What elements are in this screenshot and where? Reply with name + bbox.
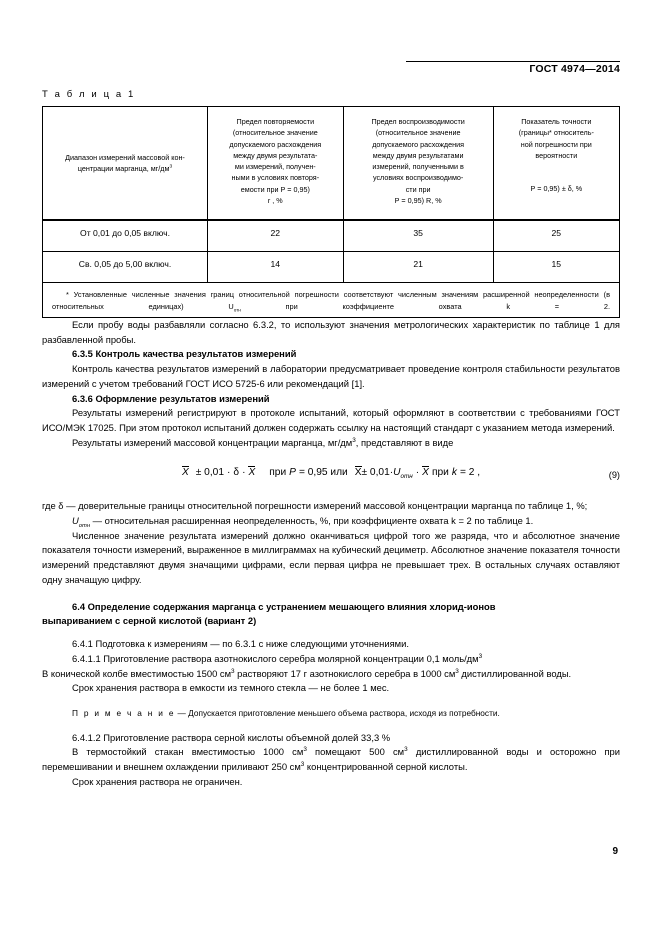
results-text-a: Результаты измерений массовой концентрации марганца, мг/дм: [72, 436, 353, 448]
paragraph-storage-1: Срок хранения раствора в емкости из темного стекла — не более 1 мес.: [72, 682, 390, 694]
formula-dot-2: ·: [242, 467, 246, 479]
heading-6-4-line-1: 6.4 Определение содержания марганца с устранением мешающего влияния хлорид-ионов: [72, 600, 496, 612]
formula-pri-1: при: [269, 467, 287, 479]
table-header-cell-repeatability: [208, 107, 344, 221]
paragraph-6-3-5: Контроль качества результатов измерений в лаборатории предусматривает проведение контроля стабильности результатов измерений с учетом требований ГОСТ ИСО 5725-6 или рекомендаций [1].: [42, 363, 620, 389]
formula-pm-2: ± 0,01: [361, 467, 390, 479]
table-row: [43, 220, 620, 252]
formula-block: [42, 458, 620, 492]
header-repro-line-7: сти при: [405, 184, 431, 194]
formula-pri-2: при: [431, 467, 449, 479]
footnote-subscript: отн: [233, 307, 241, 313]
table-row: [43, 252, 620, 283]
p6411-body-2: растворяют 17 г азотнокислого серебра в 1000 см: [234, 667, 456, 679]
p6412-body-3: дистиллированной воды и осторожно при перемешивании и внешнем охлаждении приливают 250 см: [42, 746, 621, 772]
header-repro-line-2: (относительное значение: [375, 128, 461, 138]
p6411-text-a: 6.4.1.1 Приготовление раствора азотнокислого серебра молярной концентрации 0,1 моль/дм: [72, 653, 479, 665]
formula-x-mean-4: X: [422, 467, 429, 479]
formula-dot-1: ·: [226, 467, 231, 479]
row2-r: 14: [270, 259, 281, 269]
header-rep-line-4: между двумя результата-: [233, 150, 318, 160]
header-repro-line-8: Р = 0,95) R, %: [394, 196, 442, 206]
paragraph-6-3-6-results: [42, 436, 620, 451]
header-rep-line-2: (относительное значение: [232, 128, 318, 138]
paragraph-storage-2: Срок хранения раствора не ограничен.: [72, 775, 243, 787]
footnote-text-before: Установленные численные значения границ относительной погрешности соответствуют численным значениям расширенной неопределенности (в относительных единицах) U: [52, 290, 610, 311]
note-label: П р и м е ч а н и е: [72, 708, 176, 719]
formula-P: P: [289, 467, 296, 479]
table-caption: Т а б л и ц а 1: [42, 89, 136, 100]
table-cell-delta: [493, 252, 619, 283]
definition-u-text: — относительная расширенная неопределенность, %, при коэффициенте охвата k = 2 по таблице 1.: [90, 515, 534, 527]
document-body: [42, 318, 620, 789]
note-text: — Допускается приготовление меньшего объема раствора, исходя из потребности.: [175, 708, 500, 719]
table-cell-range: [43, 252, 208, 283]
heading-6-3-5: 6.3.5 Контроль качества результатов измерений: [72, 348, 297, 360]
paragraph-6-4-1-2-body: [42, 745, 620, 774]
header-rep-line-5: ми измерений, получен-: [234, 162, 316, 172]
table-header-cell-accuracy: [493, 107, 619, 221]
header-rep-line-6: ными в условиях повторя-: [231, 173, 320, 183]
header-rep-line-8: r , %: [267, 196, 283, 206]
header-repro-line-1: Предел воспроизводимости: [371, 117, 465, 126]
results-text-b: , представляют в виде: [355, 436, 454, 448]
table-header-cell-range: [43, 107, 208, 221]
table-cell-r: [208, 220, 344, 252]
p6412-sup-2: 3: [404, 746, 408, 754]
formula-x-mean-3: X: [354, 467, 362, 479]
formula-x-mean-1: X: [181, 467, 189, 479]
footnote-text-after: при коэффициенте охвата k = 2.: [240, 301, 610, 311]
paragraph-6-3-6-protocol: Результаты измерений регистрируют в протоколе испытаний, который оформляют в соответствии с требованиями ГОСТ ИСО/МЭК 17025. При этом протокол испытаний должен содержать ссылку на настоящий стандарт с указанием метода измерений.: [42, 407, 620, 433]
p6412-body-4: концентрированной серной кислоты.: [304, 760, 468, 772]
header-rep-line-7: емости при Р = 0,95): [240, 184, 310, 194]
header-repro-line-5: измерений, полученными в: [372, 162, 464, 172]
p6411-body-1: В конической колбе вместимостью 1500 см: [42, 667, 232, 679]
row2-delta: 15: [551, 259, 562, 269]
heading-6-3-6: 6.3.6 Оформление результатов измерений: [72, 392, 270, 404]
header-acc-line-2: (границы* относитель-: [518, 128, 594, 138]
note-block: [42, 706, 620, 720]
p6412-sup-3: 3: [300, 760, 305, 768]
header-acc-line-4: вероятности: [535, 150, 578, 160]
formula-k-value: = 2 ,: [459, 467, 481, 479]
header-repro-line-3: допускаемого расхождения: [372, 139, 464, 149]
p6411-superscript: 3: [478, 652, 483, 660]
metrology-table: [42, 106, 620, 318]
header-repro-line-6: условиях воспроизводимо-: [372, 173, 464, 183]
paragraph-6-4-1-1-body: [42, 667, 620, 682]
paragraph-6-4-1: 6.4.1 Подготовка к измерениям — по 6.3.1 с ниже следующими уточнениями.: [72, 638, 409, 650]
row2-range: Св. 0,05 до 5,00 включ.: [78, 259, 172, 269]
table-cell-R: [343, 220, 493, 252]
metrology-table-wrapper: [42, 106, 620, 318]
definition-delta: где δ — доверительные границы относительной погрешности измерений массовой концентрации марганца по таблице 1, %;: [42, 500, 588, 512]
p6411-sup-3: 3: [455, 667, 459, 675]
formula-p-value: = 0,95 или: [298, 467, 348, 479]
paragraph-rounding-rules: Численное значение результата измерений должно оканчиваться цифрой того же разряда, что и абсолютное значение показателя точности измерений, выраженное в миллиграммах на кубический дециметр. Абсолютное значение показателя точности измерений представляют двумя значащими цифрами, если первая цифра не превышает трех. В остальных случаях оставляют одну значащую цифру.: [42, 529, 620, 585]
header-range-line-1: Диапазон измерений массовой кон-: [65, 152, 185, 162]
definition-u-symbol: U: [72, 515, 79, 527]
formula-pm-1: ± 0,01: [195, 467, 224, 479]
row2-R: 21: [413, 259, 423, 269]
definition-u-otn: [42, 514, 620, 529]
header-acc-spacer: [500, 161, 613, 172]
page-number: 9: [612, 846, 618, 857]
document-standard-code: ГОСТ 4974—2014: [529, 63, 620, 75]
table-footnote-cell: [43, 283, 620, 318]
p6411-sup-2: 3: [231, 667, 235, 675]
header-range-line-2: центрации марганца, мг/дм: [77, 164, 170, 173]
formula-U: U: [393, 467, 401, 479]
table-cell-R: [343, 252, 493, 283]
paragraph-6-4-1-1-title: [42, 652, 620, 667]
table-footnote-row: [43, 283, 620, 318]
spacer-after-6-4-heading: [42, 629, 620, 637]
table-cell-r: [208, 252, 344, 283]
p6412-body-1: В термостойкий стакан вместимостью 1000 см: [72, 746, 304, 758]
header-rule: [406, 61, 620, 62]
row1-r: 22: [270, 228, 281, 238]
header-acc-last-line: Р = 0,95) ± δ, %: [530, 184, 583, 194]
row1-R: 35: [413, 228, 423, 238]
table-cell-delta: [493, 220, 619, 252]
spacer-before-note: [42, 696, 620, 706]
row1-delta: 25: [551, 228, 562, 238]
header-acc-line-3: ной погрешности при: [520, 139, 592, 149]
p6412-body-2: помещают 500 см: [306, 746, 405, 758]
spacer-before-6-4: [42, 588, 620, 600]
header-rep-line-1: Предел повторяемости: [236, 117, 315, 126]
table-header-cell-reproducibility: [343, 107, 493, 221]
p6412-sup-1: 3: [303, 746, 307, 754]
paragraph-dilution: Если пробу воды разбавляли согласно 6.3.2, то используют значения метрологических характеристик по таблице 1 для разбавленной пробы.: [42, 319, 620, 345]
table-header-row: [43, 107, 620, 221]
formula-U-subscript: отн: [400, 473, 413, 481]
formula-x-mean-2: X: [248, 467, 256, 479]
header-rep-line-3: допускаемого расхождения: [229, 139, 322, 149]
p6411-body-3: дистиллированной воды.: [458, 667, 572, 679]
paragraph-6-4-1-2-title: 6.4.1.2 Приготовление раствора серной кислоты объемной долей 33,3 %: [72, 731, 391, 743]
formula-delta: δ: [233, 467, 240, 479]
formula-number: (9): [608, 470, 620, 481]
definition-u-subscript: отн: [78, 522, 91, 529]
formula-dot-4: ·: [415, 467, 420, 479]
footnote-marker: *: [66, 290, 69, 299]
header-repro-line-4: между двумя результатами: [372, 150, 464, 160]
row1-range: От 0,01 до 0,05 включ.: [80, 228, 170, 238]
definition-block: [42, 499, 620, 528]
formula-k: k: [451, 467, 457, 479]
formula-dot-3: ·: [389, 467, 394, 479]
header-acc-line-1: Показатель точности: [521, 117, 592, 126]
heading-6-4-line-2: выпариванием с серной кислотой (вариант 2): [42, 615, 257, 627]
header-acc-spacer-2: [500, 172, 613, 183]
formula-9: [42, 466, 620, 479]
results-superscript: 3: [352, 436, 356, 444]
table-cell-range: [43, 220, 208, 252]
spacer-after-note: [42, 721, 620, 731]
header-range-superscript: 3: [169, 164, 173, 170]
